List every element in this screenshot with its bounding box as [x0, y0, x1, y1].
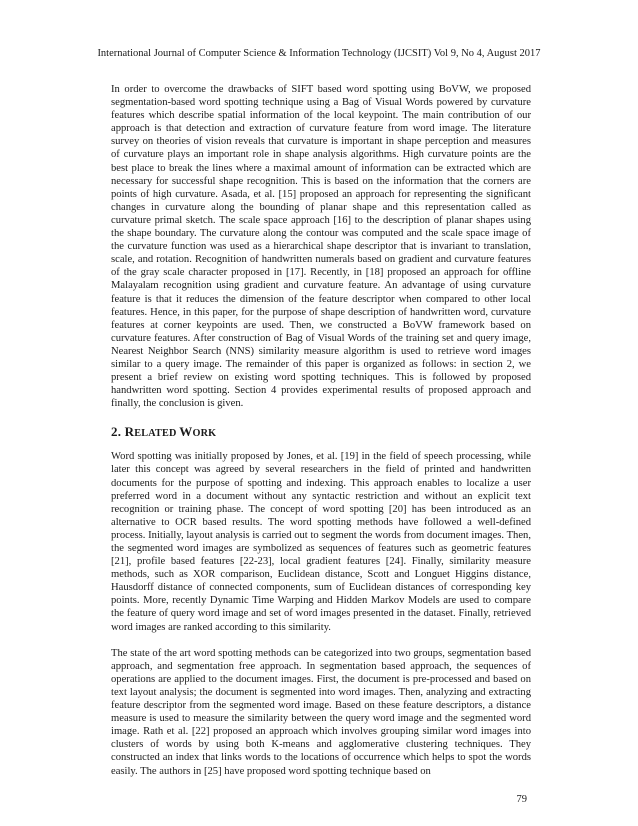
- section-title-rest-elated: ELATED: [134, 428, 180, 440]
- related-work-paragraph-2: The state of the art word spotting methods can be categorized into two groups, segmentation based approach, and segmentation free approach. In segmentation based approach, the sequences of operations are applied to the document images. First, the document is pre-processed and based on text layout analysis; the document is segmented into word images. Then, analyzing and extracting feature descriptor from the segmented word image. Based on these feature descriptors, a distance measure is used to measure the similarity between the query word image and the segmented word image. Rath et al. [22] proposed an approach which involves grouping similar word images into clusters of words by using both K-means and agglomerative clustering techniques. They constructed an index that links words to the locations of occurrence which helps to spot the words easily. The authors in [25] have proposed word spotting technique based on: [111, 647, 531, 777]
- related-work-paragraph-1: Word spotting was initially proposed by Jones, et al. [19] in the field of speech processing, while later this concept was agreed by several researchers in the field of printed and handwritten documents for the purpose of spotting and indexing. This approach enables to localize a user preferred word in a document without any syntactic restriction and without an explicit text recognition or training phase. The concept of word spotting [20] has been introduced as an alternative to OCR based results. The word spotting methods have followed a well-defined process. Initially, layout analysis is carried out to segment the words from document images. Then, the segmented word images are symbolized as sequences of features such as geometric features [21], profile based features [22-23], local gradient features [24]. Finally, similarity measure methods, such as XOR comparison, Euclidean distance, Scott and Longuet Higgins distance, Hausdorff distance of connected components, sum of Euclidean distances of corresponding key points. More, recently Dynamic Time Warping and Hidden Markov Models are used to compare the feature of query word image and set of word images presented in the dataset. Finally, retrieved word images are ranked according to this similarity.: [111, 451, 531, 633]
- running-header: International Journal of Computer Science & Information Technology (IJCSIT) Vol 9, No 4, August 2017: [97, 48, 541, 59]
- page-number: 79: [516, 794, 527, 805]
- section-number: 2.: [111, 424, 122, 440]
- section-title-initial-r: R: [124, 424, 135, 440]
- section-title-rest-ork: ORK: [192, 428, 217, 440]
- section-title-initial-w: W: [179, 424, 193, 440]
- intro-paragraph: In order to overcome the drawbacks of SIFT based word spotting using BoVW, we proposed segmentation-based word spotting technique using a Bag of Visual Words powered by curvature features which describe spatial information of the local keypoint. The main contribution of our approach is that detection and extraction of curvature feature from word image. The literature survey on theories of vision reveals that curvature is important in shape perception and measures of curvature plays an important role in shape analysis algorithms. High curvature points are the best place to break the lines where a maximal amount of information can be extracted which are necessary for successful shape recognition. This is based on the information that the corners are points of high curvature. Asada, et al. [15] proposed an approach for representing the significant changes in curvature along the bounding of planar shape and this representation called as curvature primal sketch. The scale space approach [16] to the description of planar shapes using the shape boundary. The curvature along the contour was computed and the scale space image of the curvature function was used as a hierarchical shape descriptor that is invariant to translation, scale, and rotation. Recognition of handwritten numerals based on gradient and curvature features of the gray scale character proposed in [17]. Recently, in [18] proposed an approach for offline Malayalam recognition using gradient and curvature feature. An advantage of using curvature feature is that it reduces the dimension of the feature descriptor when compared to other local features. Hence, in this paper, for the purpose of shape description of handwritten word, curvature features at corner keypoints are used. Then, we constructed a BoVW framework based on curvature features. After construction of Bag of Visual Words of the training set and query image, Nearest Neighbor Search (NNS) similarity measure algorithm is used to retrieve word images similar to a query image. The remainder of this paper is organized as follows: in section 2, we present a brief review on existing word spotting techniques. This is followed by proposed handwritten word spotting. Section 4 provides experimental results of proposed approach and finally, the conclusion is given.: [111, 84, 531, 410]
- body-content: [111, 83, 531, 778]
- section-heading-related-work: [111, 424, 531, 442]
